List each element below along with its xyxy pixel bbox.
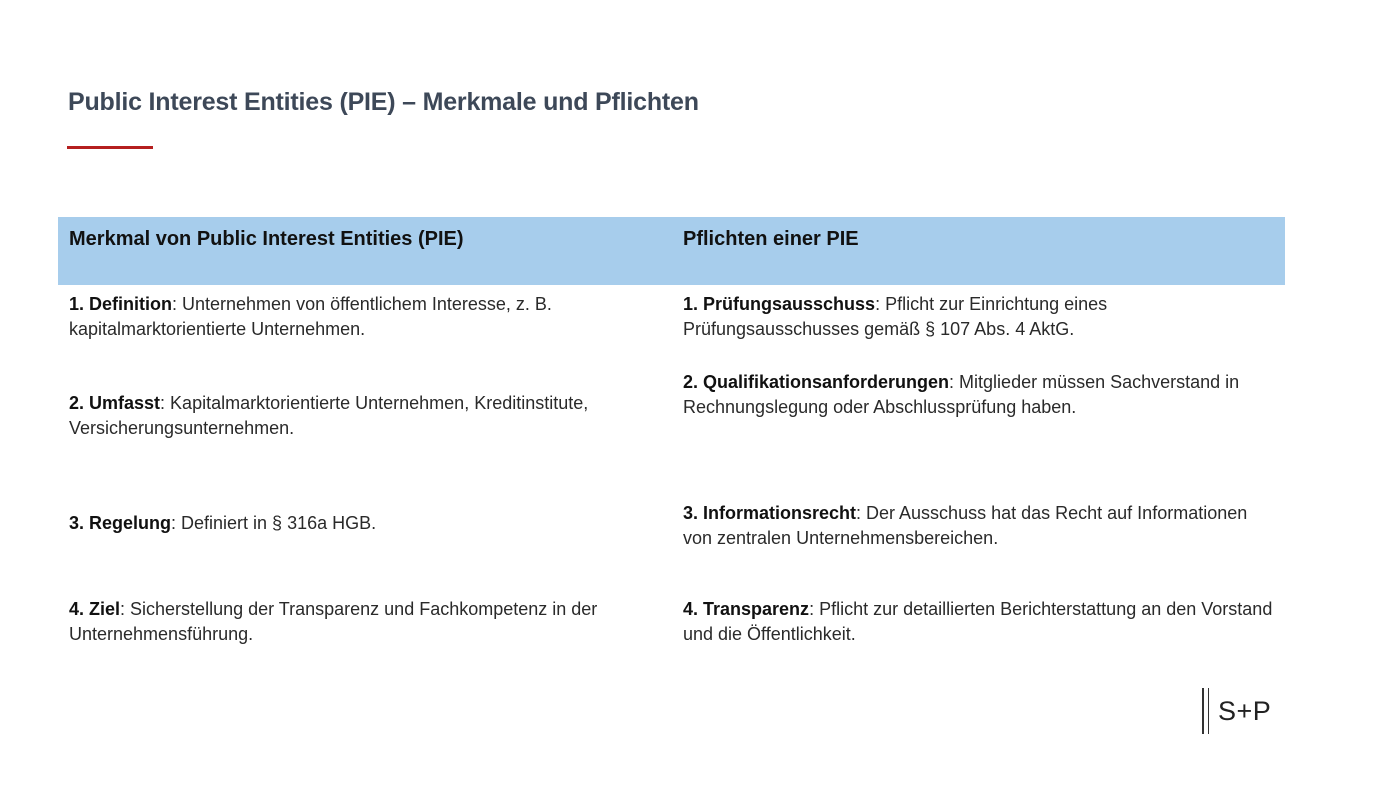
table-row	[58, 501, 1285, 597]
header-merkmal: Merkmal von Public Interest Entities (PIE)	[69, 228, 464, 250]
pflicht-term: 2. Qualifikationsanforderungen	[683, 372, 950, 392]
table-row	[58, 285, 1285, 370]
merkmal-text: : Unternehmen von öffentlichem Interesse, z. B. kapitalmarktorientierte Unternehmen.	[69, 294, 552, 339]
pie-comparison-table	[58, 217, 1285, 657]
merkmal-text: : Kapitalmarktorientierte Unternehmen, Kreditinstitute, Versicherungsunternehmen.	[69, 393, 589, 438]
table-row	[58, 597, 1285, 657]
merkmal-term: 1. Definition	[69, 294, 172, 314]
pflicht-text: : Der Ausschuss hat das Recht auf Informationen von zentralen Unternehmensbereichen.	[683, 503, 1248, 548]
pflicht-text: : Mitglieder müssen Sachverstand in Rechnungslegung oder Abschlussprüfung haben.	[683, 372, 1240, 417]
table-row	[58, 370, 1285, 501]
table-header-row	[58, 217, 1285, 285]
pflicht-cell-transparenz	[672, 597, 1285, 657]
logo-bar	[1208, 688, 1210, 734]
merkmal-cell-definition	[58, 285, 672, 370]
merkmal-term: 2. Umfasst	[69, 393, 161, 413]
pflicht-text: : Pflicht zur Einrichtung eines Prüfungsausschusses gemäß § 107 Abs. 4 AktG.	[683, 294, 1108, 339]
slide-title: Public Interest Entities (PIE) – Merkmale und Pflichten	[68, 88, 699, 116]
pflicht-term: 1. Prüfungsausschuss	[683, 294, 876, 314]
pflicht-cell-pruefungsausschuss	[672, 285, 1285, 370]
pflicht-text: : Pflicht zur detaillierten Berichterstattung an den Vorstand und die Öffentlichkeit.	[683, 599, 1273, 644]
merkmal-term: 3. Regelung	[69, 513, 172, 533]
merkmal-text: : Definiert in § 316a HGB.	[171, 513, 377, 533]
pflicht-cell-informationsrecht	[672, 501, 1285, 597]
pflicht-term: 3. Informationsrecht	[683, 503, 857, 523]
merkmal-text: : Sicherstellung der Transparenz und Fachkompetenz in der Unternehmensführung.	[69, 599, 598, 644]
merkmal-cell-ziel	[58, 597, 672, 657]
pflicht-cell-qualifikation	[672, 370, 1285, 501]
company-logo	[1202, 688, 1271, 734]
logo-bar	[1202, 688, 1204, 734]
pflicht-term: 4. Transparenz	[683, 599, 810, 619]
merkmal-cell-regelung	[58, 501, 672, 597]
merkmal-term: 4. Ziel	[69, 599, 121, 619]
merkmal-cell-umfasst	[58, 370, 672, 501]
logo-text: S+P	[1218, 695, 1272, 726]
header-pflichten: Pflichten einer PIE	[683, 228, 859, 250]
title-accent-underline	[67, 146, 153, 149]
